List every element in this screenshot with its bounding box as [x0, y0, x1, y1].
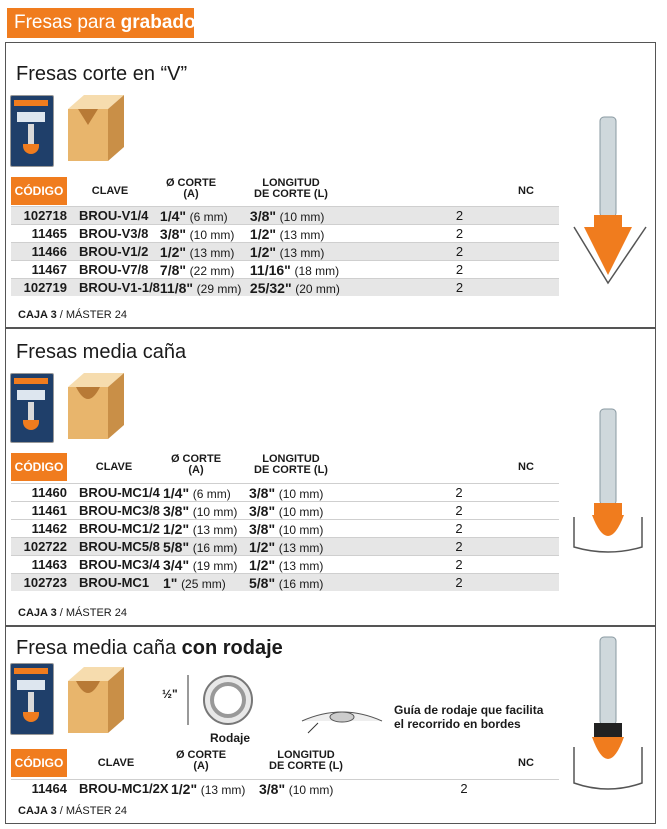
header-longitud: LONGITUD DE CORTE (L): [254, 453, 328, 476]
header-longitud: LONGITUD DE CORTE (L): [269, 749, 343, 772]
page-header: [7, 8, 194, 38]
table-row: 11465 BROU-V3/8 3/8" (10 mm) 1/2" (13 mm) 2: [11, 225, 559, 243]
table-row: 11463 BROU-MC3/4 3/4" (19 mm) 1/2" (13 mm) 2: [11, 556, 559, 574]
table-row: 11460 BROU-MC1/4 1/4" (6 mm) 3/8" (10 mm) 2: [11, 484, 559, 502]
table-row: 102718 BROU-V1/4 1/4" (6 mm) 3/8" (10 mm) 2: [11, 207, 559, 225]
box-quantity: CAJA 3 / MÁSTER 24: [18, 309, 128, 321]
v-groove-wood-image: [60, 91, 132, 167]
table-header: [11, 177, 581, 205]
half-round-bit-illustration: [566, 407, 652, 607]
section-v-cut: [5, 42, 656, 328]
section-title: Fresa media caña con rodaje: [16, 637, 283, 659]
table-row: 11461 BROU-MC3/8 3/8" (10 mm) 3/8" (10 mm) 2: [11, 502, 559, 520]
bearing-illustration: [182, 671, 262, 731]
bearing-guide-illustration: [298, 693, 388, 743]
header-clave: CLAVE: [97, 757, 135, 769]
table-row: 102719 BROU-V1-1/8 11/8" (29 mm) 25/32" (20 mm) 2: [11, 279, 559, 297]
product-package-image: [10, 95, 54, 167]
header-codigo: CÓDIGO: [11, 453, 67, 481]
table-header: [11, 453, 581, 481]
header-nc: NC: [518, 757, 534, 769]
spec-table: [11, 206, 559, 296]
table-row: 11462 BROU-MC1/2 1/2" (13 mm) 3/8" (10 mm) 2: [11, 520, 559, 538]
header-prefix: Fresas para: [14, 12, 121, 33]
section-title: Fresas media caña: [16, 341, 187, 363]
section-half-round: [5, 328, 656, 626]
header-clave: CLAVE: [95, 461, 133, 473]
table-row: 102722 BROU-MC5/8 5/8" (16 mm) 1/2" (13 mm) 2: [11, 538, 559, 556]
table-header: [11, 749, 581, 777]
section-bearing-bit: [5, 626, 656, 824]
bearing-dimension: ½": [162, 687, 178, 701]
header-corte: Ø CORTE (A): [175, 749, 227, 772]
section-title: Fresas corte en “V”: [16, 63, 188, 85]
bearing-label: Rodaje: [210, 731, 251, 745]
table-row: 102723 BROU-MC1 1" (25 mm) 5/8" (16 mm) 2: [11, 574, 559, 592]
header-longitud: LONGITUD DE CORTE (L): [254, 177, 328, 200]
header-corte: Ø CORTE (A): [165, 177, 217, 200]
header-corte: Ø CORTE (A): [170, 453, 222, 476]
spec-table: [11, 483, 559, 591]
header-nc: NC: [518, 185, 534, 197]
box-quantity: CAJA 3 / MÁSTER 24: [18, 805, 128, 817]
header-clave: CLAVE: [91, 185, 129, 197]
table-row: 11467 BROU-V7/8 7/8" (22 mm) 11/16" (18 mm) 2: [11, 261, 559, 279]
product-package-image: [10, 373, 54, 443]
header-bold: grabado: [120, 12, 196, 33]
v-bit-illustration: [572, 115, 652, 315]
half-round-wood-image: [60, 369, 132, 445]
header-codigo: CÓDIGO: [11, 177, 67, 205]
table-row: 11466 BROU-V1/2 1/2" (13 mm) 1/2" (13 mm) 2: [11, 243, 559, 261]
header-codigo: CÓDIGO: [11, 749, 67, 777]
spec-table: [11, 779, 559, 797]
half-round-wood-image: [60, 663, 132, 739]
bearing-bit-illustration: [566, 635, 652, 821]
box-quantity: CAJA 3 / MÁSTER 24: [18, 607, 128, 619]
bearing-guide-caption: Guía de rodaje que facilita el recorrido en bordes: [394, 703, 544, 731]
table-row: 11464 BROU-MC1/2X 1/2" (13 mm) 3/8" (10 mm) 2: [11, 780, 559, 798]
product-package-image: [10, 663, 54, 735]
header-nc: NC: [518, 461, 534, 473]
